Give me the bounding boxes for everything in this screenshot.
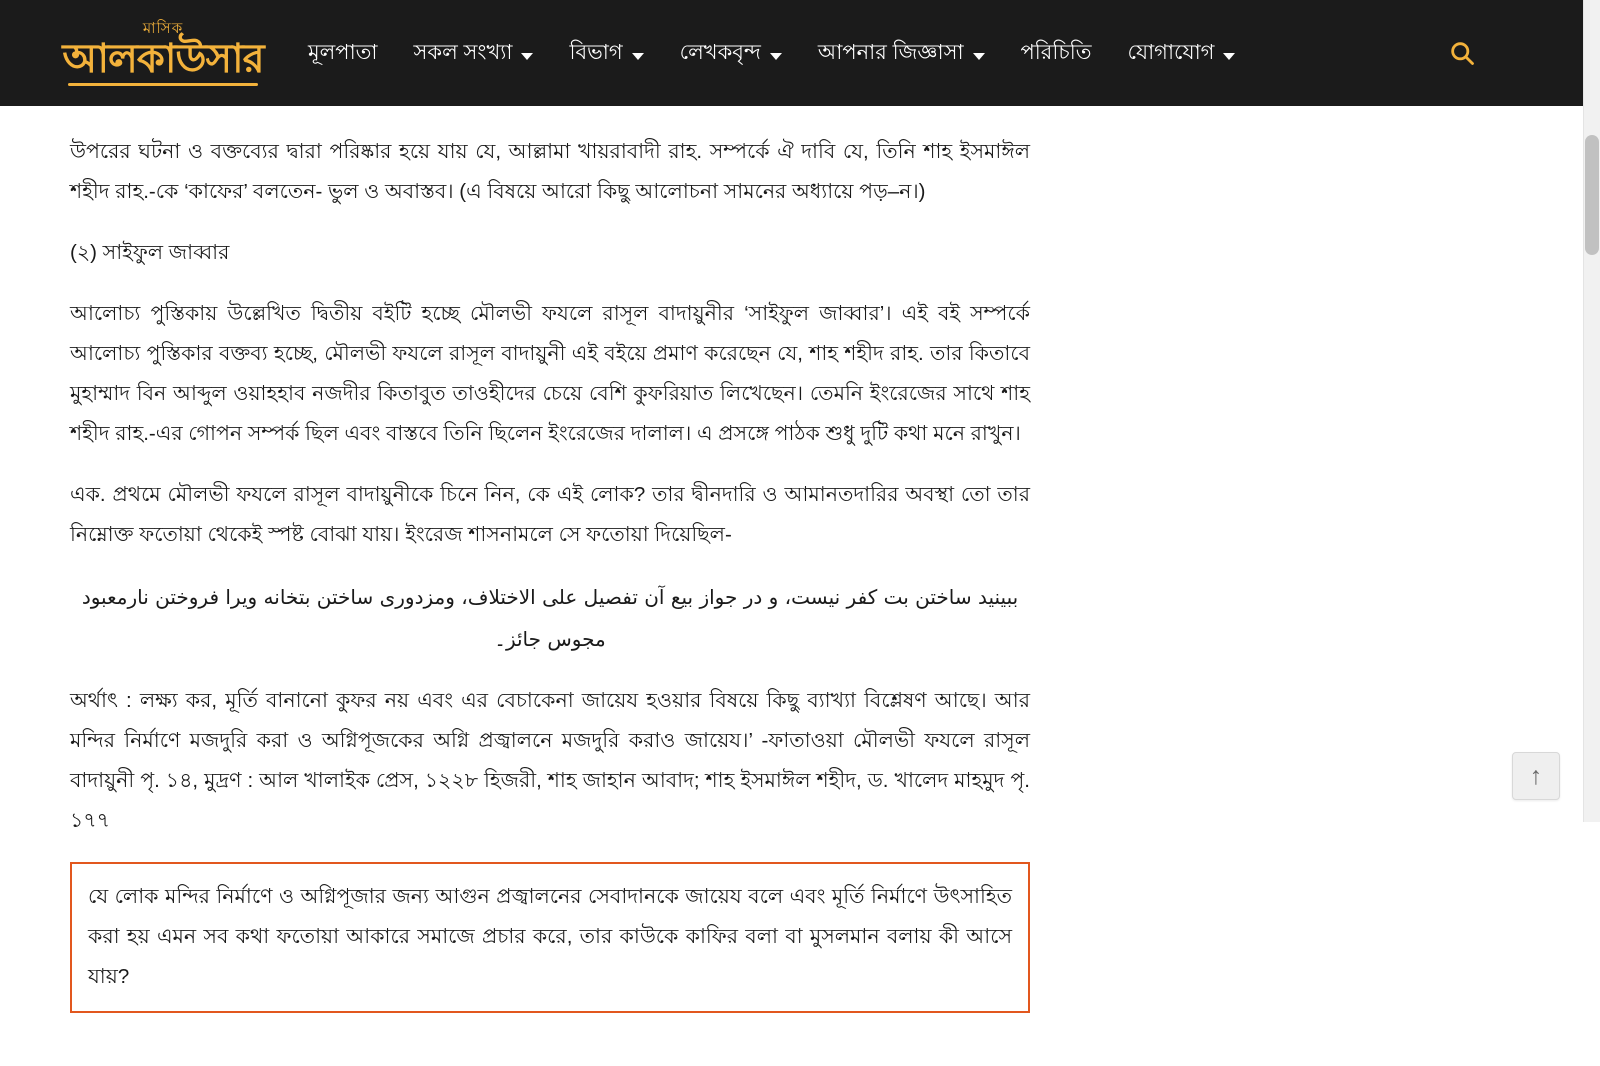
nav-item-all-issues[interactable] <box>398 30 550 75</box>
nav-item-label: যোগাযোগ <box>1127 41 1215 65</box>
site-header <box>0 0 1600 106</box>
back-to-top-button[interactable] <box>1512 752 1560 800</box>
nav-item-label: লেখকবৃন্দ <box>679 41 761 65</box>
nav-item-home[interactable] <box>292 30 394 75</box>
article-paragraph: উপরের ঘটনা ও বক্তব্যের দ্বারা পরিষ্কার হয়ে যায় যে, আল্লামা খায়রাবাদী রাহ. সম্পর্কে ঐ দাবি যে, তিনি শাহ ইসমাঈল শহীদ রাহ.-কে ‘কাফের’ বলতেন- ভুল ও অবাস্তব। (এ বিষয়ে আরো কিছু আলোচনা সামনের অধ্যায়ে পড়–ন।) <box>70 140 1030 203</box>
nav-item-authors[interactable] <box>664 30 798 75</box>
translation-paragraph: অর্থাৎ : লক্ষ্য কর, মূর্তি বানানো কুফর নয় এবং এর বেচাকেনা জায়েয হওয়ার বিষয়ে কিছু ব্যাখ্যা বিশ্লেষণ আছে। আর মন্দির নির্মাণে মজদুরি করা ও অগ্নিপূজকের অগ্নি প্রজ্বালনে মজদুরি করাও জায়েয।’ -ফাতাওয়া মৌলভী ফযলে রাসূল বাদায়ুনী পৃ. ১৪, মুদ্রণ : আল খালাইক প্রেস, ১২২৮ হিজরী, শাহ জাহান আবাদ; শাহ ইসমাঈল শহীদ, ড. খালেদ মাহমুদ পৃ. ১৭৭ <box>70 688 1030 832</box>
arrow-up-icon: ↑ <box>1529 761 1543 790</box>
chevron-down-icon <box>632 53 644 60</box>
main-navigation <box>292 0 1251 106</box>
highlight-text: যে লোক মন্দির নির্মাণে ও অগ্নিপূজার জন্য আগুন প্রজ্বালনের সেবাদানকে জায়েয বলে এবং মূর্তি নির্মাণে উৎসাহিত করা হয় এমন সব কথা ফতোয়া আকারে সমাজে প্রচার করে, তার কাউকে কাফির বলা বা মুসলমান বলায় কী আসে যায়? <box>88 884 1012 988</box>
nav-item-category[interactable] <box>553 30 659 75</box>
arabic-quote: ببینید ساختن بت کفر نیست، و در جواز بیع آن تفصیل علی الاختلاف، ومزدوری ساختن بتخانه ویرا فروختن نارمعبود مجوس جائز۔ <box>81 584 1019 651</box>
article-content-area <box>0 106 1600 988</box>
site-logo[interactable] <box>58 21 268 86</box>
nav-item-label: পরিচিতি <box>1020 41 1092 65</box>
nav-item-label: আপনার জিজ্ঞাসা <box>817 41 964 65</box>
nav-item-label: সকল সংখ্যা <box>413 41 513 65</box>
logo-top-text: মাসিক <box>142 19 184 37</box>
chevron-down-icon <box>1223 53 1235 60</box>
nav-item-label: মূলপাতা <box>308 41 378 65</box>
logo-underline <box>68 83 258 86</box>
logo-main-text: আলকাউসার <box>62 36 264 81</box>
nav-item-contact[interactable] <box>1111 30 1251 75</box>
search-icon[interactable] <box>1442 33 1482 73</box>
article-body <box>70 106 1030 1041</box>
highlighted-callout-box <box>70 862 1030 1013</box>
chevron-down-icon <box>973 53 985 60</box>
page-scrollbar-thumb[interactable] <box>1585 135 1599 255</box>
chevron-down-icon <box>770 53 782 60</box>
nav-item-about[interactable] <box>1005 30 1108 75</box>
article-paragraph: আলোচ্য পুস্তিকায় উল্লেখিত দ্বিতীয় বইটি হচ্ছে মৌলভী ফযলে রাসূল বাদায়ুনীর ‘সাইফুল জাব্বার’। এই বই সম্পর্কে আলোচ্য পুস্তিকার বক্তব্য হচ্ছে, মৌলভী ফযলে রাসূল বাদায়ুনী এই বইয়ে প্রমাণ করেছেন যে, শাহ শহীদ রাহ. তার কিতাবে মুহাম্মাদ বিন আব্দুল ওয়াহহাব নজদীর কিতাবুত তাওহীদের চেয়ে বেশি কুফরিয়াত লিখেছেন। তেমনি ইংরেজের সাথে শাহ শহীদ রাহ.-এর গোপন সম্পর্ক ছিল এবং বাস্তবে তিনি ছিলেন ইংরেজের দালাল। এ প্রসঙ্গে পাঠক শুধু দুটি কথা মনে রাখুন। <box>70 301 1030 445</box>
page-scrollbar-track[interactable] <box>1583 0 1600 822</box>
chevron-down-icon <box>521 53 533 60</box>
nav-item-your-questions[interactable] <box>802 30 1001 75</box>
article-subheading: (২) সাইফুল জাব্বার <box>70 240 230 264</box>
article-paragraph: এক. প্রথমে মৌলভী ফযলে রাসূল বাদায়ুনীকে চিনে নিন, কে এই লোক? তার দ্বীনদারি ও আমানতদারির অবস্থা তো তার নিম্নোক্ত ফতোয়া থেকেই স্পষ্ট বোঝা যায়। ইংরেজ শাসনামলে সে ফতোয়া দিয়েছিল- <box>70 482 1030 546</box>
nav-item-label: বিভাগ <box>569 41 623 65</box>
next-paragraph-clipped <box>70 1027 1030 1041</box>
